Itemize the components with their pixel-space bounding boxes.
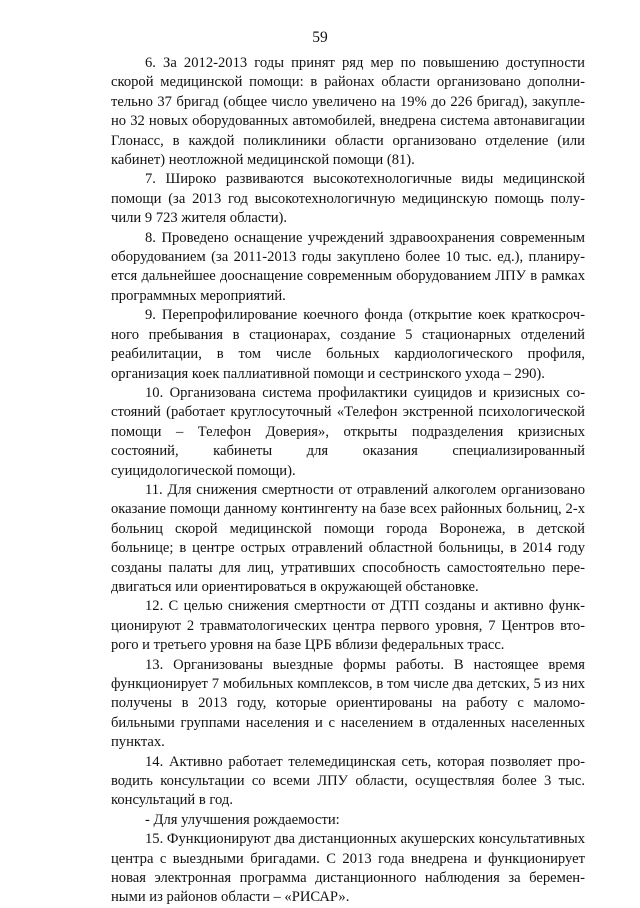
paragraph-11: 11. Для снижения смертности от отравлений алкоголем организовано оказание помощи данному контингенту на базе всех районных больниц, 2-х больниц скорой медицинской помощи города Воронежа, в детской больнице; в центре острых отравлений областной больницы, в 2014 году созданы палаты для лиц, утративших способность самостоятельно передвигаться или ориентироваться в окружающей обстановке. — [111, 481, 585, 595]
document-body — [111, 54, 585, 908]
paragraph-13: 13. Организованы выездные формы работы. В настоящее время функционирует 7 мобильных комплексов, в том числе два детских, 5 из них получены в 2013 году, которые ориентированы на работу с маломобильными группами населения и с населением в отдаленных населенных пунктах. — [111, 656, 585, 751]
page-number: 59 — [312, 29, 328, 46]
paragraph-12: 12. С целью снижения смертности от ДТП созданы и активно функционируют 2 травматологических центра первого уровня, 7 Центров второго и третьего уровня на базе ЦРБ вблизи федеральных трасс. — [111, 598, 585, 654]
paragraph-10: 10. Организована система профилактики суицидов и кризисных состояний (работает круглосуточный «Телефон экстренной психологической помощи – Телефон Доверия», открыты подразделения кризисных состояний, кабинеты для оказания специализированный суицидологической помощи). — [111, 384, 585, 479]
paragraph-8: 8. Проведено оснащение учреждений здравоохранения современным оборудованием (за 2011-2013 годы закуплено более 10 тыс. ед.), планируется дальнейшее дооснащение современным оборудованием ЛПУ в рамках программных мероприятий. — [111, 229, 585, 304]
section-heading-birth-rate: - Для улучшения рождаемости: — [145, 811, 340, 828]
paragraph-9: 9. Перепрофилирование коечного фонда (открытие коек краткосрочного пребывания в стационарах, создание 5 стационарных отделений реабилитации, в том числе больных кардиологического профиля, организация коек паллиативной помощи и сестринского ухода – 290). — [111, 307, 585, 382]
paragraph-6: 6. За 2012-2013 годы принят ряд мер по повышению доступности скорой медицинской помощи: в районах области организовано дополнительно 37 бригад (общее число увеличено на 19% до 226 бригад), закуплено 32 новых оборудованных автомобилей, внедрена система автонавигации Глонасс, в каждой поликлиники области организовано отделение (или кабинет) неотложной медицинской помощи (81). — [111, 55, 585, 169]
paragraph-15: 15. Функционируют два дистанционных акушерских консультативных центра с выездными бригадами. С 2013 года внедрена и функционирует новая электронная программа дистанционного наблюдения за беременными из районов области – «РИСАР». — [111, 831, 585, 906]
paragraph-14: 14. Активно работает телемедицинская сеть, которая позволяет проводить консультации со всеми ЛПУ области, осуществляя более 3 тыс. консультаций в год. — [111, 753, 585, 809]
paragraph-7: 7. Широко развиваются высокотехнологичные виды медицинской помощи (за 2013 год высокотехнологичную медицинскую помощь получили 9 723 жителя области). — [111, 171, 585, 227]
